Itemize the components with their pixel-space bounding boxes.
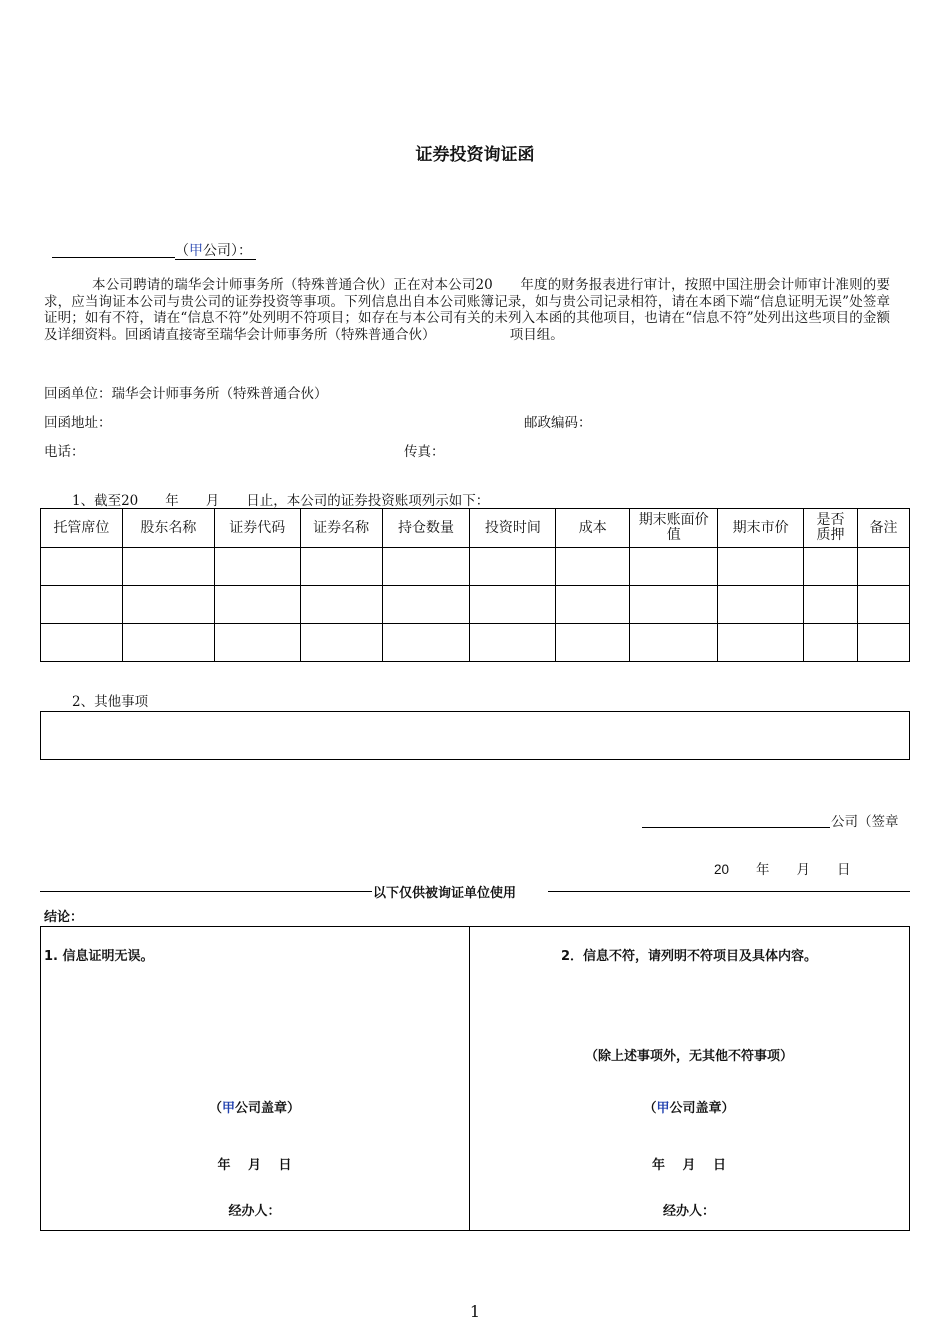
table-cell[interactable] <box>718 548 804 586</box>
col-header: 证券代码 <box>214 509 300 548</box>
table-cell[interactable] <box>122 548 214 586</box>
signature-line[interactable] <box>642 827 830 828</box>
col-header: 托管席位 <box>41 509 123 548</box>
confirm-heading: 1. 信息证明无误。 <box>44 949 154 964</box>
table-cell[interactable] <box>470 586 556 624</box>
holdings-table <box>40 508 910 662</box>
signature-company: 公司（签章 <box>831 814 899 830</box>
reply-address: 回函地址： <box>44 415 112 431</box>
table-cell[interactable] <box>630 586 718 624</box>
table-cell[interactable] <box>122 624 214 662</box>
table-cell[interactable] <box>214 586 300 624</box>
col-header: 期末市价 <box>718 509 804 548</box>
reply-fax: 传真： <box>404 444 445 460</box>
table-cell[interactable] <box>858 624 910 662</box>
col-header: 股东名称 <box>122 509 214 548</box>
divider-right <box>548 891 910 892</box>
table-row <box>41 548 910 586</box>
discrepancy-date: 年 月 日 <box>651 1158 727 1173</box>
col-header: 证券名称 <box>300 509 382 548</box>
conclusion-divider <box>469 926 470 1230</box>
table-cell[interactable] <box>300 624 382 662</box>
discrepancy-note: （除上述事项外，无其他不符事项） <box>584 1049 793 1064</box>
table-header-row <box>41 509 910 548</box>
table-cell[interactable] <box>556 548 630 586</box>
table-cell[interactable] <box>382 624 470 662</box>
page-number: 1 <box>469 1302 481 1321</box>
discrepancy-handler: 经办人： <box>662 1204 715 1219</box>
table-cell[interactable] <box>122 586 214 624</box>
table-cell[interactable] <box>470 548 556 586</box>
table-cell[interactable] <box>41 548 123 586</box>
table-cell[interactable] <box>41 586 123 624</box>
table-cell[interactable] <box>470 624 556 662</box>
addressee-blank[interactable] <box>52 243 175 258</box>
discrepancy-heading: 2．信息不符，请列明不符项目及具体内容。 <box>560 949 818 964</box>
table-cell[interactable] <box>804 586 858 624</box>
table-cell[interactable] <box>300 548 382 586</box>
conclusion-label: 结论： <box>44 910 84 925</box>
reply-unit: 回函单位：瑞华会计师事务所（特殊普通合伙） <box>44 386 328 402</box>
confirm-handler: 经办人： <box>228 1204 281 1219</box>
table-cell[interactable] <box>382 586 470 624</box>
page-title: 证券投资询证函 <box>415 145 535 165</box>
divider-left <box>40 891 372 892</box>
section-2-label: 2、其他事项 <box>72 694 149 710</box>
conclusion-box <box>40 926 910 1231</box>
col-header: 成本 <box>556 509 630 548</box>
table-cell[interactable] <box>630 624 718 662</box>
other-matters-box[interactable] <box>40 711 910 760</box>
table-cell[interactable] <box>630 548 718 586</box>
table-cell[interactable] <box>41 624 123 662</box>
reply-phone: 电话： <box>44 444 85 460</box>
table-cell[interactable] <box>382 548 470 586</box>
addressee-label: （甲公司）： <box>175 243 256 260</box>
table-cell[interactable] <box>300 586 382 624</box>
table-cell[interactable] <box>858 548 910 586</box>
discrepancy-stamp[interactable]: （甲公司盖章） <box>643 1101 735 1116</box>
table-row <box>41 624 910 662</box>
col-header: 持仓数量 <box>382 509 470 548</box>
table-cell[interactable] <box>858 586 910 624</box>
table-cell[interactable] <box>214 624 300 662</box>
table-row <box>41 586 910 624</box>
addressee-line <box>52 240 256 260</box>
col-header: 是否质押 <box>804 509 858 548</box>
reply-postcode: 邮政编码： <box>524 415 592 431</box>
table-cell[interactable] <box>214 548 300 586</box>
confirm-date: 年 月 日 <box>217 1158 292 1173</box>
party-name: 甲 <box>189 243 203 259</box>
confirm-stamp[interactable]: （甲公司盖章） <box>208 1101 301 1116</box>
divider-text: 以下仅供被询证单位使用 <box>373 886 517 901</box>
col-header: 备注 <box>858 509 910 548</box>
signature-date: 20 年 月 日 <box>714 862 851 877</box>
table-cell[interactable] <box>718 624 804 662</box>
col-header: 投资时间 <box>470 509 556 548</box>
table-cell[interactable] <box>556 586 630 624</box>
table-cell[interactable] <box>718 586 804 624</box>
section-1-label: 1、截至20 年 月 日止，本公司的证券投资账项列示如下： <box>72 493 490 509</box>
table-cell[interactable] <box>804 548 858 586</box>
body-paragraph: 本公司聘请的瑞华会计师事务所（特殊普通合伙）正在对本公司20 年度的财务报表进行审计，按照中国注册会计师审计准则的要求，应当询证本公司与贵公司的证券投资等事项。下列信息出自本公司账簿记录，如与贵公司记录相符，请在本函下端“信息证明无误”处签章证明；如有不符，请在“信息不符”处列明不符项目；如存在与本公司有关的未列入本函的其他项目，也请在“信息不符”处列出这些项目的金额及详细资料。回函请直接寄至瑞华会计师事务所（特殊普通合伙） 项目组。 <box>44 277 890 343</box>
col-header: 期末账面价值 <box>630 509 718 548</box>
table-cell[interactable] <box>556 624 630 662</box>
table-cell[interactable] <box>804 624 858 662</box>
